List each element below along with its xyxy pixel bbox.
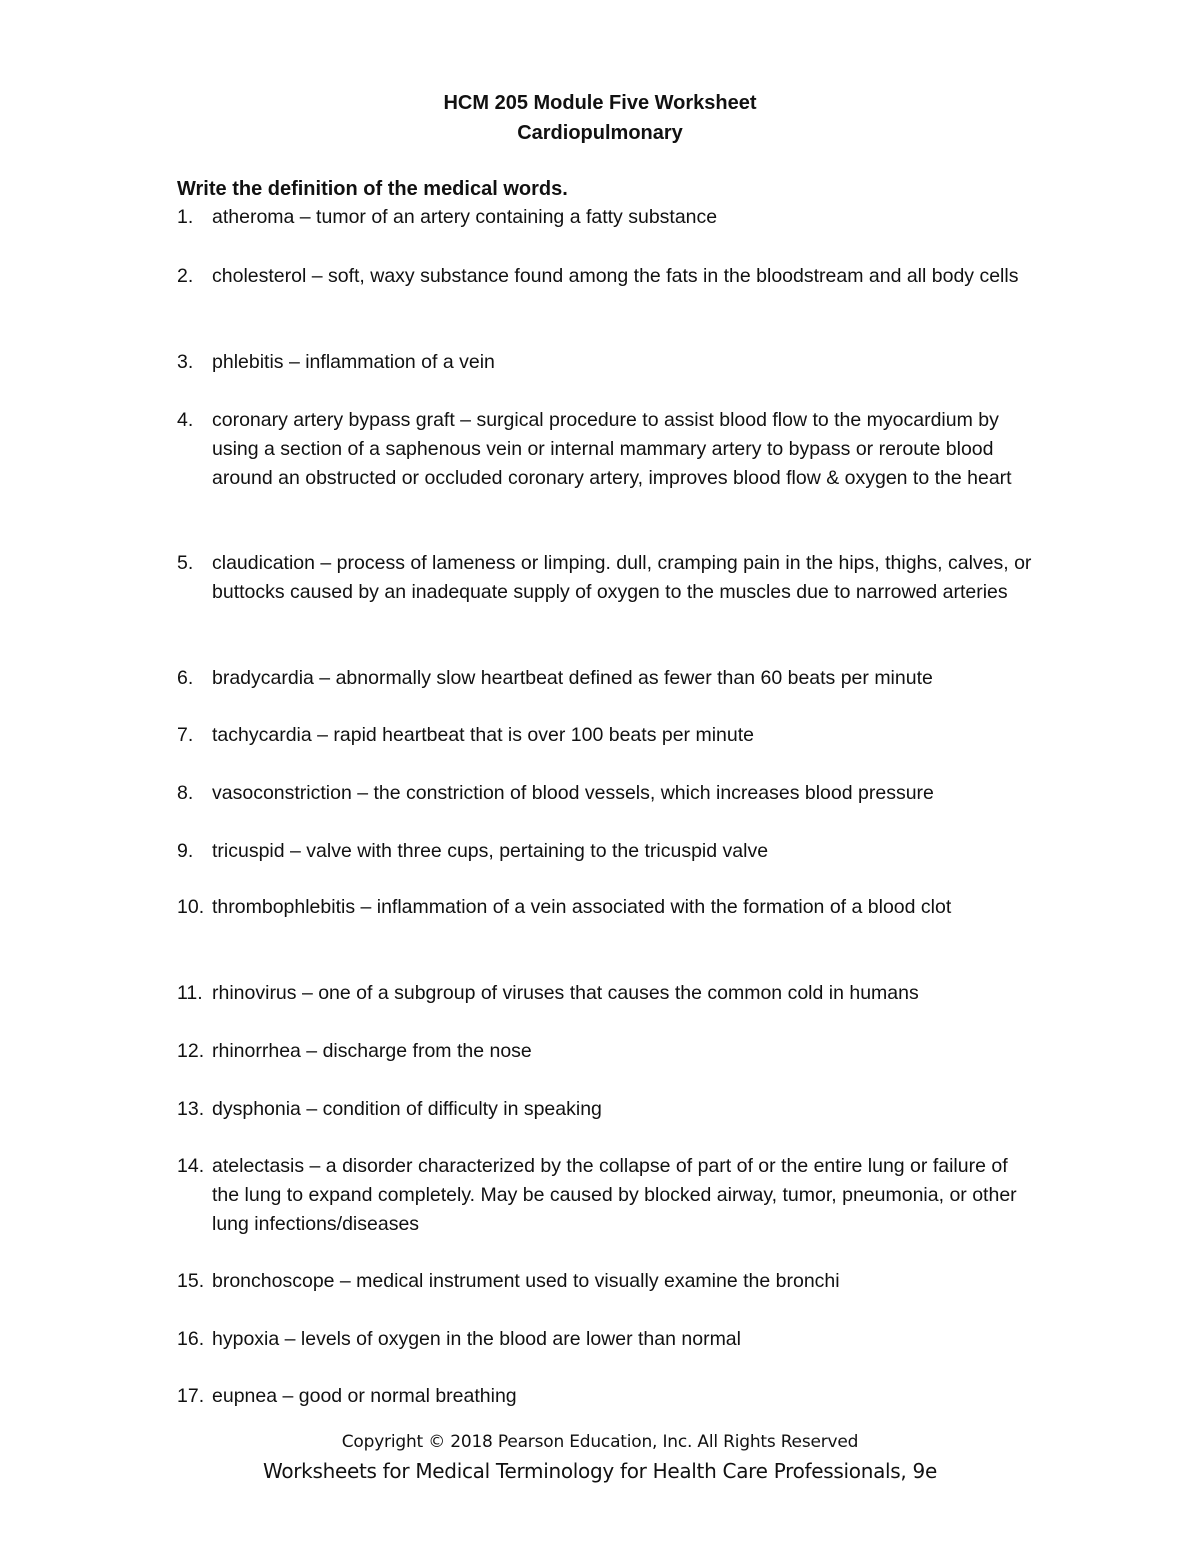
worksheet-header [0, 88, 1200, 148]
list-item [177, 1267, 1037, 1296]
item-number: 11. [177, 982, 203, 1004]
item-definition: bradycardia – abnormally slow heartbeat defined as fewer than 60 beats per minute [212, 667, 933, 689]
item-definition: rhinorrhea – discharge from the nose [212, 1040, 532, 1062]
item-definition: phlebitis – inflammation of a vein [212, 351, 495, 373]
item-definition: bronchoscope – medical instrument used to visually examine the bronchi [212, 1270, 840, 1292]
footer-copyright: Copyright © 2018 Pearson Education, Inc. All Rights Reserved [341, 1432, 859, 1452]
item-definition: claudication – process of lameness or limping. dull, cramping pain in the hips, thighs, calves, or buttocks caused by an inadequate supply of oxygen to the muscles due to narrowed arteries [212, 552, 1032, 603]
item-definition: eupnea – good or normal breathing [212, 1385, 517, 1407]
worksheet-subtitle: Cardiopulmonary [517, 122, 683, 144]
instruction-text: Write the definition of the medical words. [177, 178, 568, 200]
worksheet-title: HCM 205 Module Five Worksheet [443, 92, 757, 114]
item-number: 4. [177, 409, 194, 431]
footer-book-title: Worksheets for Medical Terminology for Health Care Professionals, 9e [263, 1459, 937, 1483]
item-definition: rhinovirus – one of a subgroup of viruses that causes the common cold in humans [212, 982, 919, 1004]
item-definition: tachycardia – rapid heartbeat that is over 100 beats per minute [212, 724, 754, 746]
list-item [177, 348, 1037, 377]
item-number: 2. [177, 265, 194, 287]
list-item [177, 549, 1037, 607]
list-item [177, 721, 1037, 750]
item-number: 10. [177, 896, 205, 918]
item-number: 15. [177, 1270, 205, 1292]
list-item [177, 1037, 1037, 1066]
item-number: 12. [177, 1040, 205, 1062]
item-definition: atheroma – tumor of an artery containing a fatty substance [212, 206, 718, 228]
item-definition: cholesterol – soft, waxy substance found among the fats in the bloodstream and all body cells [212, 265, 1019, 287]
item-number: 14. [177, 1155, 205, 1177]
list-item [177, 979, 1037, 1008]
item-number: 9. [177, 840, 194, 862]
item-definition: hypoxia – levels of oxygen in the blood are lower than normal [212, 1328, 741, 1350]
list-item [177, 1325, 1037, 1354]
item-definition: thrombophlebitis – inflammation of a vein associated with the formation of a blood clot [212, 896, 952, 918]
list-item [177, 1152, 1037, 1239]
list-item [177, 1382, 1037, 1411]
list-item [177, 664, 1037, 693]
list-item [177, 1095, 1037, 1124]
list-item [177, 262, 1037, 291]
item-number: 3. [177, 351, 194, 373]
list-item [177, 837, 1037, 866]
item-number: 8. [177, 782, 194, 804]
list-item [177, 779, 1037, 808]
item-number: 17. [177, 1385, 205, 1407]
item-definition: dysphonia – condition of difficulty in speaking [212, 1098, 602, 1120]
item-number: 1. [177, 206, 194, 228]
item-number: 7. [177, 724, 194, 746]
item-number: 13. [177, 1098, 205, 1120]
item-number: 6. [177, 667, 194, 689]
list-item [177, 406, 1037, 493]
list-item [177, 893, 1037, 922]
item-definition: atelectasis – a disorder characterized by the collapse of part of or the entire lung or failure of the lung to expand completely. May be caused by blocked airway, tumor, pneumonia, or other lung infections/diseases [212, 1155, 1017, 1235]
item-number: 5. [177, 552, 194, 574]
item-number: 16. [177, 1328, 205, 1350]
item-definition: vasoconstriction – the constriction of blood vessels, which increases blood pressure [212, 782, 934, 804]
item-definition: tricuspid – valve with three cups, pertaining to the tricuspid valve [212, 840, 769, 862]
list-item [177, 203, 1037, 232]
item-definition: coronary artery bypass graft – surgical procedure to assist blood flow to the myocardium by using a section of a saphenous vein or internal mammary artery to bypass or reroute blood around an obstructed or occluded coronary artery, improves blood flow & oxygen to the heart [212, 409, 1012, 489]
